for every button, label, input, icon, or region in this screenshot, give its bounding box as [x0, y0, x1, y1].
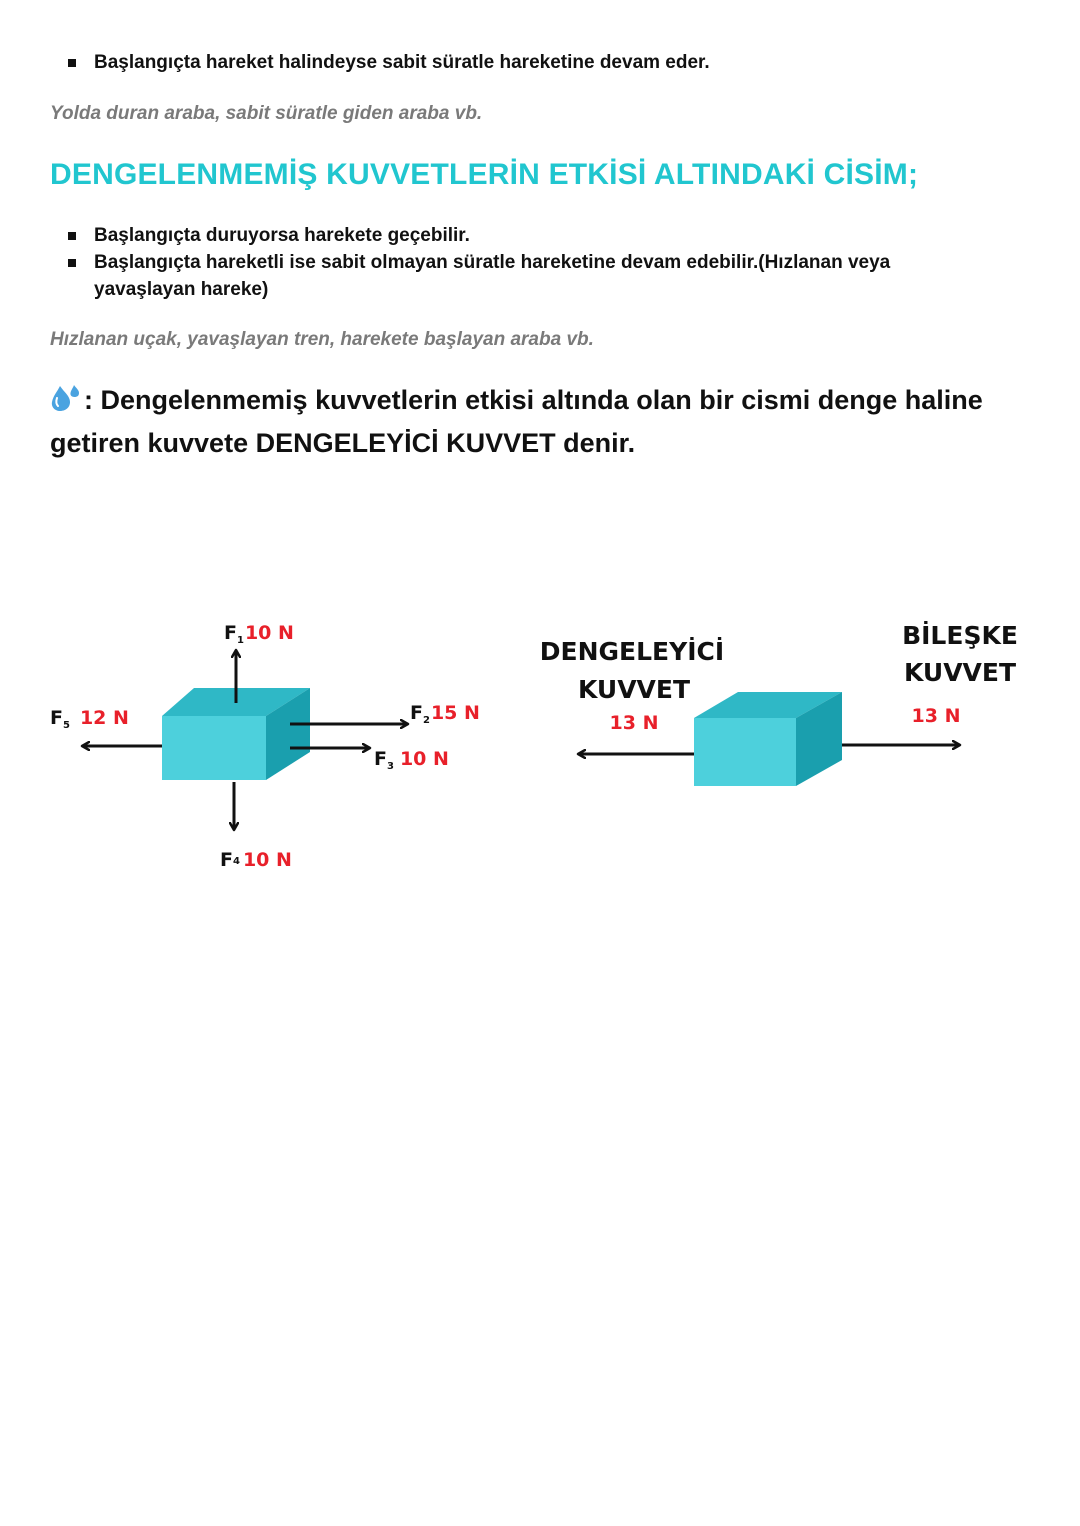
example-text-balanced: Yolda duran araba, sabit süratle giden araba vb.: [50, 103, 483, 124]
balancing-force-label-line1: DENGELEYİCİ: [539, 637, 725, 666]
force-label-f1: $F_110$ N: [224, 622, 294, 646]
bullet-list-unbalanced: [66, 222, 986, 303]
bullet-square-icon: [68, 232, 76, 240]
force-label-f3: $F_3$ 10 N: [374, 748, 449, 772]
bullet-list-balanced: [66, 49, 710, 76]
definition-note: [50, 380, 1040, 463]
bullet-square-icon: [68, 259, 76, 267]
bullet-square-icon: [68, 59, 76, 67]
resultant-force-value: 13 N: [911, 705, 961, 727]
note-text: : Dengelenmemiş kuvvetlerin etkisi altında olan bir cismi denge haline getiren kuvvete DENGELEYİCİ KUVVET denir.: [50, 385, 983, 458]
force-label-f4: F4 10 N: [220, 849, 292, 871]
force-diagrams: [0, 590, 1080, 890]
list-item: Başlangıçta duruyorsa harekete geçebilir.: [66, 222, 986, 249]
cube-right: [694, 692, 842, 786]
balancing-force-label-line2: KUVVET: [577, 675, 691, 704]
balancing-force-diagram: [540, 620, 1018, 786]
resultant-force-label-line2: KUVVET: [903, 658, 1017, 687]
list-item: Başlangıçta hareket halindeyse sabit süratle hareketine devam eder.: [66, 49, 710, 76]
resultant-force-label-line1: BİLEŞKE: [902, 621, 1018, 650]
balancing-force-value: 13 N: [609, 712, 659, 734]
section-heading: DENGELENMEMİŞ KUVVETLERİN ETKİSİ ALTINDAKİ CİSİM;: [50, 158, 919, 191]
sweat-droplets-icon: [50, 383, 82, 423]
force-label-f2: $F_215$ N: [410, 702, 480, 726]
example-text-unbalanced: Hızlanan uçak, yavaşlayan tren, harekete başlayan araba vb.: [50, 329, 594, 350]
unbalanced-forces-diagram: [50, 622, 480, 871]
force-label-f5: $F_5$ 12 N: [50, 707, 129, 731]
list-item: Başlangıçta hareketli ise sabit olmayan süratle hareketine devam edebilir.(Hızlanan veya yavaşlayan hareke): [66, 249, 986, 303]
